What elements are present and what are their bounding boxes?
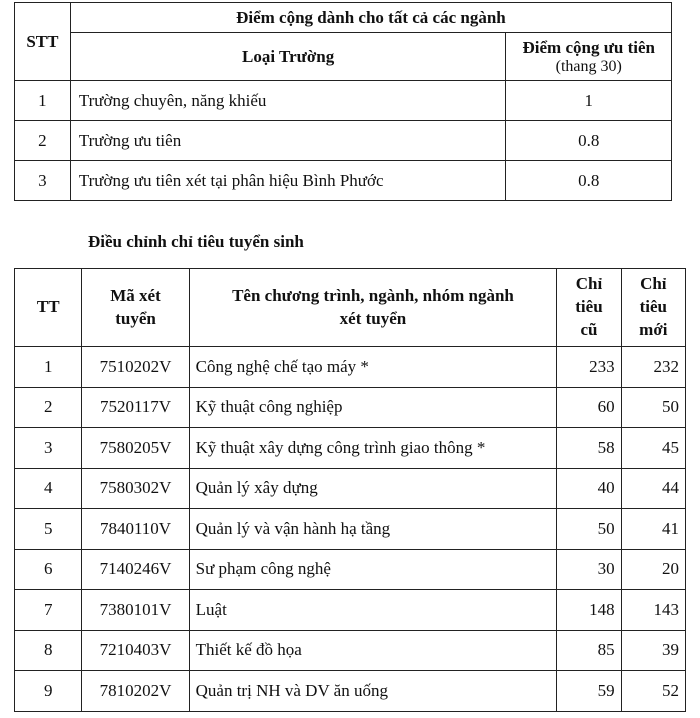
cell-chi-tieu-moi: 39 [621, 630, 685, 671]
cell-tt: 7 [15, 590, 82, 631]
col-header-moi-line1: Chỉ [640, 274, 667, 294]
table-row [15, 161, 672, 201]
priority-points-table [14, 2, 672, 201]
col-header-stt: STT [15, 3, 71, 81]
table-row [15, 121, 672, 161]
cell-chi-tieu-moi: 52 [621, 671, 685, 712]
cell-ten: Quản trị NH và DV ăn uống [189, 671, 557, 712]
cell-chi-tieu-cu: 40 [557, 468, 621, 509]
section-title: Điều chỉnh chỉ tiêu tuyển sinh [88, 232, 304, 251]
cell-ten: Sư phạm công nghệ [189, 549, 557, 590]
col-header-chi-tieu-moi [621, 269, 685, 347]
cell-diem-cong: 1 [506, 81, 672, 121]
col-header-ma-line2: tuyển [115, 308, 156, 328]
cell-tt: 5 [15, 509, 82, 550]
cell-ma: 7840110V [82, 509, 189, 550]
col-header-ten-chuong-trinh [189, 269, 557, 347]
table-row [15, 468, 686, 509]
table-row [15, 509, 686, 550]
cell-chi-tieu-cu: 58 [557, 428, 621, 469]
cell-ma: 7210403V [82, 630, 189, 671]
cell-ma: 7380101V [82, 590, 189, 631]
cell-ma: 7810202V [82, 671, 189, 712]
cell-tt: 8 [15, 630, 82, 671]
col-header-diem-cong-scale: (thang 30) [555, 57, 622, 75]
cell-chi-tieu-cu: 233 [557, 347, 621, 388]
cell-ten: Thiết kế đồ họa [189, 630, 557, 671]
cell-ten: Quản lý xây dựng [189, 468, 557, 509]
cell-tt: 9 [15, 671, 82, 712]
cell-tt: 6 [15, 549, 82, 590]
cell-diem-cong: 0.8 [506, 161, 672, 201]
cell-chi-tieu-cu: 148 [557, 590, 621, 631]
col-header-cu-line2: tiêu [575, 297, 603, 317]
cell-chi-tieu-moi: 44 [621, 468, 685, 509]
cell-ten: Luật [189, 590, 557, 631]
table-row [15, 428, 686, 469]
cell-chi-tieu-cu: 50 [557, 509, 621, 550]
cell-ma: 7140246V [82, 549, 189, 590]
table-row [15, 630, 686, 671]
cell-ten: Quản lý và vận hành hạ tầng [189, 509, 557, 550]
cell-ma: 7520117V [82, 387, 189, 428]
col-header-ten-line2: xét tuyển [339, 308, 407, 328]
col-header-chi-tieu-cu [557, 269, 621, 347]
cell-loai-truong: Trường chuyên, năng khiếu [70, 81, 506, 121]
col-header-tt: TT [15, 269, 82, 347]
cell-ten: Kỹ thuật công nghiệp [189, 387, 557, 428]
super-header: Điểm cộng dành cho tất cả các ngành [70, 3, 671, 33]
cell-ten: Kỹ thuật xây dựng công trình giao thông * [189, 428, 557, 469]
cell-ten: Công nghệ chế tạo máy * [189, 347, 557, 388]
col-header-ma-line1: Mã xét [110, 285, 161, 305]
cell-stt: 1 [15, 81, 71, 121]
col-header-diem-cong-title: Điểm cộng ưu tiên [522, 37, 655, 57]
cell-ma: 7580302V [82, 468, 189, 509]
cell-chi-tieu-moi: 20 [621, 549, 685, 590]
col-header-moi-line3: mới [639, 319, 668, 339]
cell-loai-truong: Trường ưu tiên [70, 121, 506, 161]
table-row [15, 590, 686, 631]
cell-chi-tieu-moi: 50 [621, 387, 685, 428]
table-row [15, 347, 686, 388]
cell-chi-tieu-moi: 41 [621, 509, 685, 550]
col-header-ten-line1: Tên chương trình, ngành, nhóm ngành [232, 285, 514, 305]
col-header-cu-line3: cũ [580, 319, 598, 339]
cell-chi-tieu-cu: 59 [557, 671, 621, 712]
cell-ma: 7510202V [82, 347, 189, 388]
cell-tt: 1 [15, 347, 82, 388]
cell-chi-tieu-moi: 143 [621, 590, 685, 631]
col-header-moi-line2: tiêu [639, 297, 667, 317]
cell-chi-tieu-cu: 85 [557, 630, 621, 671]
cell-stt: 2 [15, 121, 71, 161]
cell-loai-truong: Trường ưu tiên xét tại phân hiệu Bình Phước [70, 161, 506, 201]
table-row [15, 549, 686, 590]
cell-ma: 7580205V [82, 428, 189, 469]
cell-tt: 3 [15, 428, 82, 469]
cell-chi-tieu-moi: 45 [621, 428, 685, 469]
cell-chi-tieu-cu: 60 [557, 387, 621, 428]
col-header-cu-line1: Chỉ [575, 274, 603, 294]
col-header-ma-xet-tuyen [82, 269, 189, 347]
enrollment-quota-table [14, 268, 686, 712]
table-row [15, 81, 672, 121]
table-row [15, 387, 686, 428]
cell-chi-tieu-cu: 30 [557, 549, 621, 590]
cell-stt: 3 [15, 161, 71, 201]
table-row [15, 671, 686, 712]
cell-chi-tieu-moi: 232 [621, 347, 685, 388]
cell-diem-cong: 0.8 [506, 121, 672, 161]
col-header-loai-truong: Loại Trường [70, 33, 506, 81]
cell-tt: 2 [15, 387, 82, 428]
col-header-diem-cong [506, 33, 672, 81]
cell-tt: 4 [15, 468, 82, 509]
